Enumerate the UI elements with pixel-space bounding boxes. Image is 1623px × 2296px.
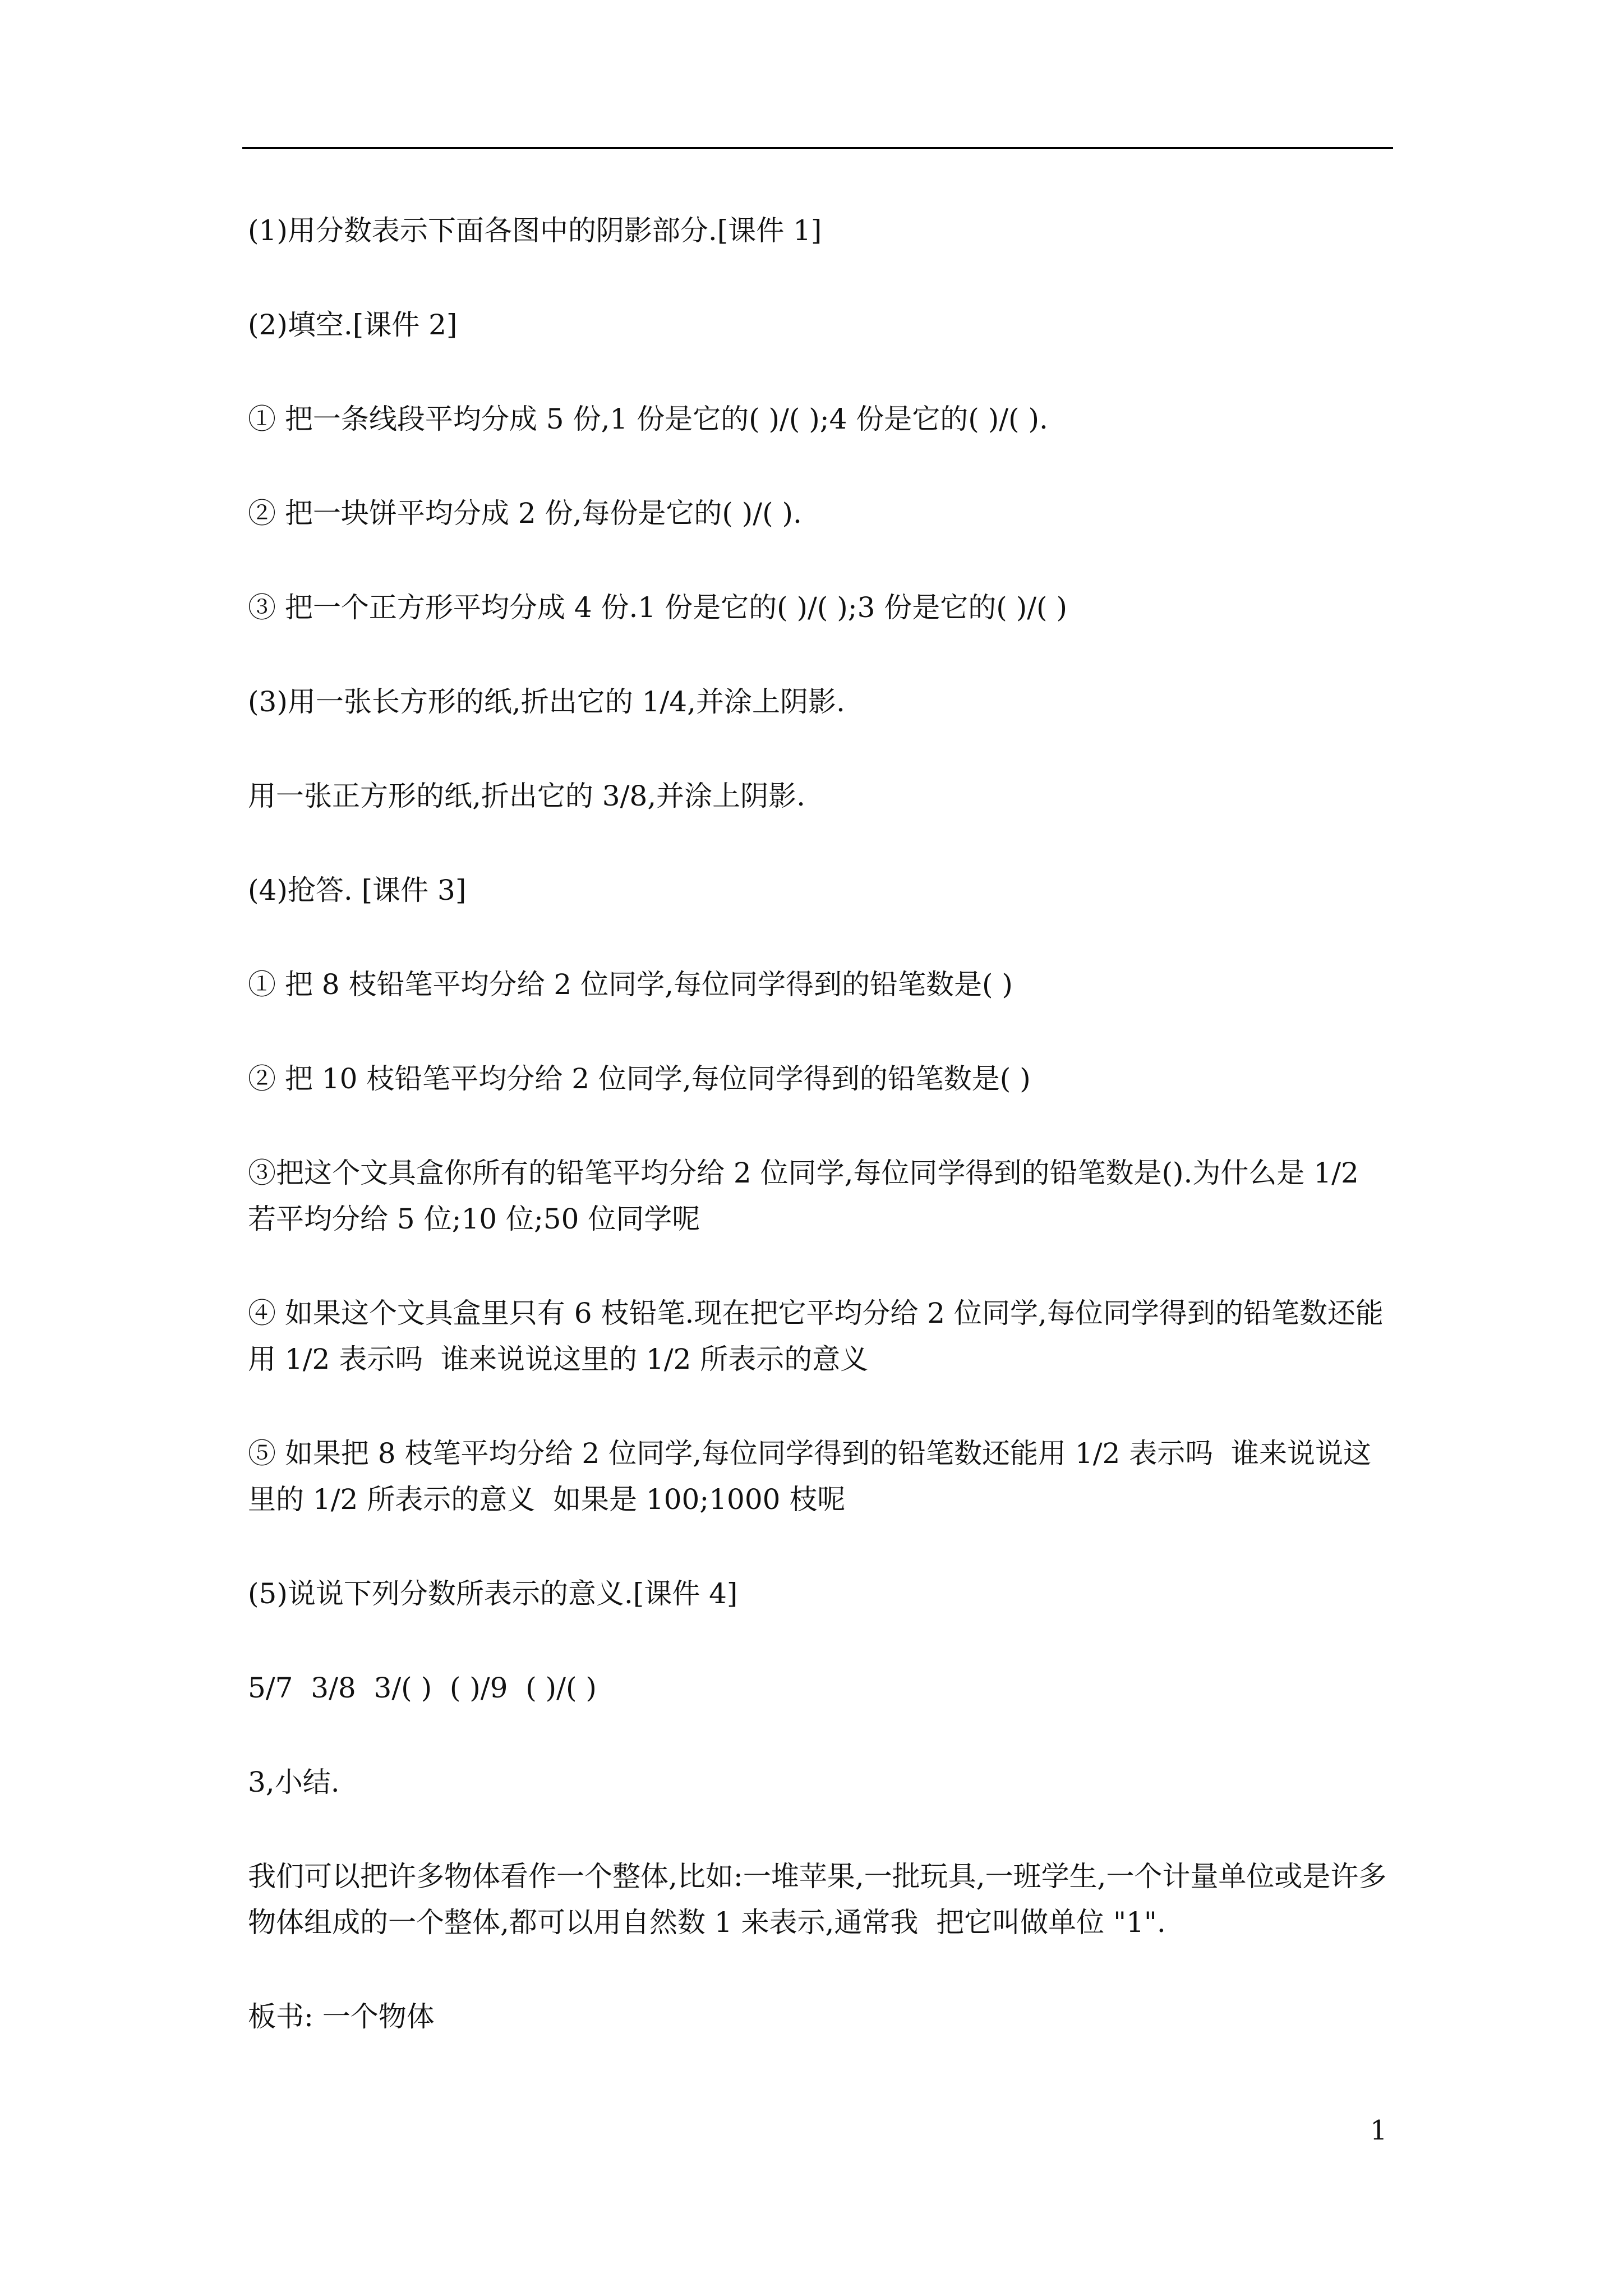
paragraph-13: ⑤ 如果把 8 枝笔平均分给 2 位同学,每位同学得到的铅笔数还能用 1/2 表示吗 谁来说说这里的 1/2 所表示的意义 如果是 100;1000 枝呢 [248, 1437, 1372, 1516]
page-number: 1 [1370, 2115, 1387, 2146]
paragraph-12: ④ 如果这个文具盒里只有 6 枝铅笔.现在把它平均分给 2 位同学,每位同学得到的铅笔数还能用 1/2 表示吗 谁来说说这里的 1/2 所表示的意义 [248, 1297, 1384, 1375]
paragraph-9: ① 把 8 枝铅笔平均分给 2 位同学,每位同学得到的铅笔数是( ) [248, 968, 1013, 1001]
paragraph-4: ② 把一块饼平均分成 2 份,每份是它的( )/( ). [248, 497, 802, 530]
paragraph-3: ① 把一条线段平均分成 5 份,1 份是它的( )/( );4 份是它的( )/( ). [248, 403, 1048, 435]
paragraph-11: ③把这个文具盒你所有的铅笔平均分给 2 位同学,每位同学得到的铅笔数是().为什么是 1/2 若平均分给 5 位;10 位;50 位同学呢 [248, 1157, 1377, 1235]
paragraph-18: 板书: 一个物体 [248, 2000, 435, 2033]
paragraph-1: (1)用分数表示下面各图中的阴影部分.[课件 1] [248, 214, 822, 247]
paragraph-8: (4)抢答. [课件 3] [248, 874, 467, 907]
paragraph-16: 3,小结. [248, 1766, 340, 1798]
header-rule [242, 147, 1393, 149]
paragraph-5: ③ 把一个正方形平均分成 4 份.1 份是它的( )/( );3 份是它的( )/( ) [248, 591, 1067, 624]
paragraph-2: (2)填空.[课件 2] [248, 309, 458, 341]
document-body [248, 208, 1398, 2088]
paragraph-17: 我们可以把许多物体看作一个整体,比如:一堆苹果,一批玩具,一班学生,一个计量单位或是许多物体组成的一个整体,都可以用自然数 1 来表示,通常我 把它叫做单位 "1". [248, 1860, 1387, 1939]
paragraph-14: (5)说说下列分数所表示的意义.[课件 4] [248, 1577, 738, 1610]
paragraph-7: 用一张正方形的纸,折出它的 3/8,并涂上阴影. [248, 780, 806, 812]
paragraph-15: 5/7 3/8 3/( ) ( )/9 ( )/( ) [248, 1672, 597, 1704]
paragraph-6: (3)用一张长方形的纸,折出它的 1/4,并涂上阴影. [248, 685, 845, 718]
paragraph-10: ② 把 10 枝铅笔平均分给 2 位同学,每位同学得到的铅笔数是( ) [248, 1062, 1031, 1095]
